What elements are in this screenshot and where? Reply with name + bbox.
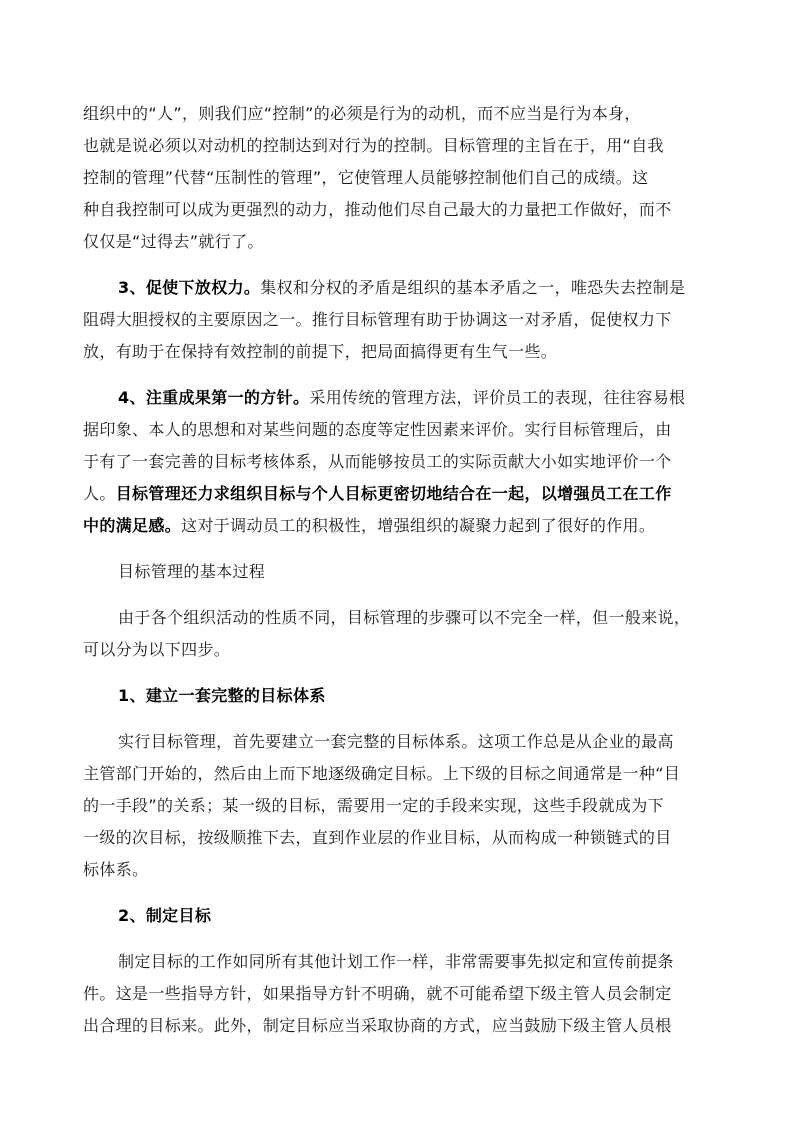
paragraph-1-line-4: 种自我控制可以成为更强烈的动力，推动他们尽自己最大的力量把工作做好，而不 bbox=[83, 200, 672, 219]
paragraph-6-line-3: 出合理的目标来。此外，制定目标应当采取协商的方式，应当鼓励下级主管人员根 bbox=[83, 1016, 672, 1035]
paragraph-3-line-5-plain: 这对于调动员工的积极性，增强组织的凝聚力起到了很好的作用。 bbox=[181, 516, 656, 535]
paragraph-3-text: 采用传统的管理方法，评价员工的表现，往往容易根 bbox=[309, 388, 686, 407]
paragraph-2-title: 3、促使下放权力。 bbox=[118, 278, 261, 297]
paragraph-6-line-1: 制定目标的工作如同所有其他计划工作一样，非常需要事先拟定和宣传前提条 bbox=[118, 952, 674, 971]
paragraph-3-line-3: 于有了一套完善的目标考核体系，从而能够按员工的实际贡献大小如实地评价一个 bbox=[83, 452, 672, 471]
paragraph-4-line-2: 可以分为以下四步。 bbox=[83, 640, 231, 659]
paragraph-3-line-1 bbox=[118, 387, 713, 409]
paragraph-6-line-2: 件。这是一些指导方针，如果指导方针不明确，就不可能希望下级主管人员会制定 bbox=[83, 984, 672, 1003]
paragraph-2-line-1 bbox=[118, 277, 713, 299]
paragraph-3-line-4-plain: 人。 bbox=[83, 484, 116, 503]
step-2-heading: 2、制定目标 bbox=[118, 906, 212, 925]
step-1-heading: 1、建立一套完整的目标体系 bbox=[118, 686, 326, 705]
paragraph-2-line-3: 放，有助于在保持有效控制的前提下，把局面搞得更有生气一些。 bbox=[83, 342, 558, 361]
paragraph-1-line-3: 控制的管理”代替“压制性的管理”，它使管理人员能够控制他们自己的成绩。这 bbox=[83, 168, 649, 187]
paragraph-5-line-3: 的一手段”的关系；某一级的目标，需要用一定的手段来实现，这些手段就成为下 bbox=[83, 796, 664, 815]
paragraph-2-line-2: 阻碍大胆授权的主要原因之一。推行目标管理有助于协调这一对矛盾，促使权力下 bbox=[83, 310, 672, 329]
paragraph-5-line-5: 标体系。 bbox=[83, 860, 149, 879]
paragraph-1-line-1: 组织中的“人”，则我们应“控制”的必须是行为的动机，而不应当是行为本身， bbox=[83, 104, 641, 123]
paragraph-3-line-4 bbox=[83, 483, 713, 505]
paragraph-3-title: 4、注重成果第一的方针。 bbox=[118, 388, 310, 407]
paragraph-5-line-1: 实行目标管理，首先要建立一套完整的目标体系。这项工作总是从企业的最高 bbox=[118, 732, 674, 751]
paragraph-3-line-2: 据印象、本人的思想和对某些问题的态度等定性因素来评价。实行目标管理后，由 bbox=[83, 420, 672, 439]
paragraph-3-line-5 bbox=[83, 515, 713, 537]
paragraph-5-line-4: 一级的次目标，按级顺推下去，直到作业层的作业目标，从而构成一种锁链式的目 bbox=[83, 828, 672, 847]
paragraph-2-text: 集权和分权的矛盾是组织的基本矛盾之一，唯恐失去控制是 bbox=[260, 278, 686, 297]
paragraph-3-line-4-bold: 目标管理还力求组织目标与个人目标更密切地结合在一起，以增强员工在工作 bbox=[115, 484, 672, 503]
paragraph-1-line-5: 仅仅是“过得去”就行了。 bbox=[83, 232, 264, 251]
paragraph-1-line-2: 也就是说必须以对动机的控制达到对行为的控制。目标管理的主旨在于，用“自我 bbox=[83, 136, 664, 155]
paragraph-3-line-5-bold: 中的满足感。 bbox=[83, 516, 182, 535]
paragraph-5-line-2: 主管部门开始的，然后由上而下地逐级确定目标。上下级的目标之间通常是一种“目 bbox=[83, 764, 681, 783]
section-heading-basic-process: 目标管理的基本过程 bbox=[118, 562, 266, 581]
paragraph-4-line-1: 由于各个组织活动的性质不同，目标管理的步骤可以不完全一样，但一般来说， bbox=[118, 608, 691, 627]
